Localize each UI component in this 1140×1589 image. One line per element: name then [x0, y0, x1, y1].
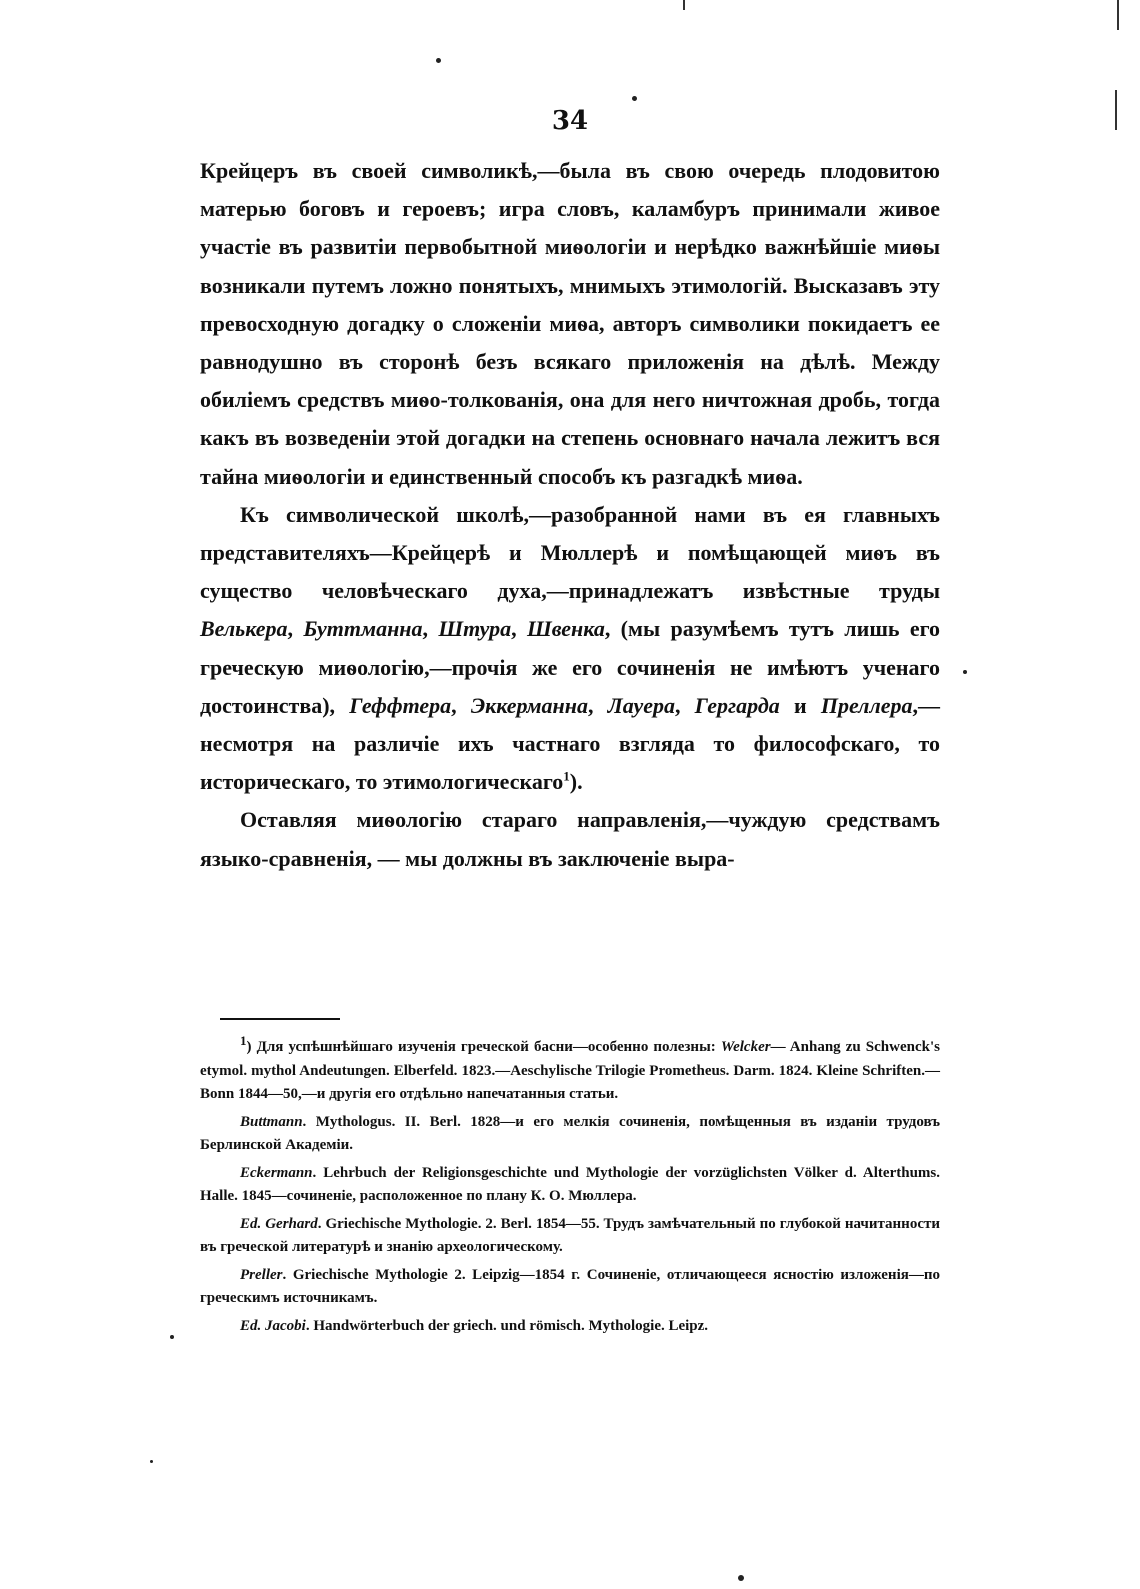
separator: , — [287, 616, 304, 642]
scan-speck — [963, 670, 967, 674]
author-name-eckermann: Эккерманна — [470, 692, 588, 718]
separator: , — [511, 616, 527, 642]
scan-edge-line — [1117, 0, 1119, 30]
author-name-schwenck: Швенка — [526, 616, 605, 642]
footnote-reference[interactable]: 1 — [563, 768, 570, 784]
body-text — [200, 152, 940, 878]
scan-edge-line — [1115, 90, 1117, 130]
scan-speck — [738, 1575, 744, 1581]
text-segment: Къ символической школѣ,—разобранной нами въ ея главныхъ представителяхъ—Крейцерѣ и Мюллерѣ и помѣщающей миѳъ въ существо человѣческаго духа,—принадлежатъ извѣстные труды — [200, 501, 940, 604]
separator: , — [451, 692, 471, 718]
separator: , — [674, 692, 695, 718]
separator: и — [779, 692, 821, 718]
footnote-author: Eckermann — [240, 1164, 313, 1181]
scan-speck — [436, 58, 441, 63]
footnote-buttmann — [200, 1111, 940, 1158]
paragraph-3-text: Оставляя миѳологію стараго направленія,—чуждую средствамъ языко-сравненія, — мы должны въ заключеніе выра- — [200, 807, 940, 871]
author-name-buttmann: Буттманна — [303, 616, 423, 642]
footnote-eckermann — [200, 1162, 940, 1209]
author-name-gerhard: Гергарда — [694, 692, 780, 718]
footnote-preller — [200, 1264, 940, 1311]
footnote-author: Ed. Gerhard — [240, 1215, 318, 1232]
footnote-text: — Anhang zu Schwenck's etymol. mythol Andeutungen. Elberfeld. 1823.—Aeschylische Trilogie Prometheus. Darm. 1824. Kleine Schriften.—Bonn 1844—50,—и другія его отдѣльно напечатанныя статьи. — [200, 1039, 940, 1102]
footnote-text: . Handwörterbuch der griech. und römisch. Mythologie. Leipz. — [305, 1317, 709, 1334]
text-segment: , (мы разумѣемъ тутъ лишь его греческую миѳологію,—прочія же его сочиненія не имѣютъ ученаго достоинства), — [200, 616, 941, 718]
paragraph-2 — [200, 496, 940, 802]
footnote-gerhard — [200, 1213, 940, 1260]
footnote-text: . Griechische Mythologie. 2. Berl. 1854—55. Трудъ замѣчательный по глубокой начитанности въ греческой литературѣ и знанію археологическому. — [200, 1215, 940, 1255]
author-name-stuhr: Штура — [438, 616, 512, 642]
scan-speck — [170, 1335, 174, 1339]
footnote-author: Buttmann — [240, 1113, 303, 1130]
page-number: 34 — [551, 106, 589, 136]
author-name-welcker: Велькера — [200, 616, 288, 642]
author-name-lauer: Лауера — [607, 692, 675, 718]
footnotes — [200, 1033, 940, 1342]
text-segment: ). — [569, 769, 583, 795]
scan-edge-line — [683, 0, 685, 10]
footnote-jacobi — [200, 1315, 940, 1339]
paragraph-1 — [200, 152, 940, 496]
footnote-text: ) Для успѣшнѣйшаго изученія греческой басни—особенно полезны: — [246, 1039, 721, 1055]
separator: , — [587, 692, 608, 718]
footnote-divider — [220, 1018, 340, 1020]
footnote-author: Ed. Jacobi — [240, 1317, 306, 1334]
footnote-author: Welcker — [720, 1039, 771, 1055]
separator: , — [422, 616, 439, 642]
author-name-preller: Преллера — [820, 692, 913, 718]
text-segment: ,—несмотря на различіе ихъ частнаго взгляда то философскаго, то историческаго, то этимологическаго — [200, 692, 941, 795]
paragraph-1-text: Крейцеръ въ своей символикѣ,—была въ свою очередь плодовитою матерью боговъ и героевъ; игра словъ, каламбуръ принимали живое участіе въ развитіи первобытной миѳологіи и нерѣдко важнѣйшіе миѳы возникали путемъ ложно понятыхъ, мнимыхъ этимологій. Высказавъ эту превосходную догадку о сложеніи миѳа, авторъ символики покидаетъ ее равнодушно въ сторонѣ безъ всякаго приложенія на дѣлѣ. Между обиліемъ средствъ миѳо-толкованія, она для него ничтожная дробь, тогда какъ въ возведеніи этой догадки на степень основнаго начала лежитъ вся тайна миѳологіи и единственный способъ къ разгадкѣ миѳа. — [200, 158, 940, 489]
author-name-heffter: Геффтера — [349, 692, 452, 718]
paragraph-3 — [200, 801, 940, 877]
footnote-1 — [200, 1033, 940, 1107]
scan-speck — [150, 1460, 153, 1463]
footnote-text: . Mythologus. II. Berl. 1828—и его мелкія сочиненія, помѣщенныя въ изданіи трудовъ Берлинской Академіи. — [200, 1113, 940, 1153]
footnote-text: . Griechische Mythologie 2. Leipzig—1854 г. Сочиненіе, отличающееся ясностію изложенія—по греческимъ источникамъ. — [200, 1266, 940, 1306]
footnote-author: Preller — [240, 1266, 283, 1283]
footnote-text: . Lehrbuch der Religionsgeschichte und Mythologie der vorzüglichsten Völker d. Alterthums. Halle. 1845—сочиненіе, расположенное по плану К. О. Мюллера. — [200, 1164, 940, 1204]
scan-speck — [632, 96, 637, 101]
footnote-marker: 1 — [240, 1033, 247, 1048]
